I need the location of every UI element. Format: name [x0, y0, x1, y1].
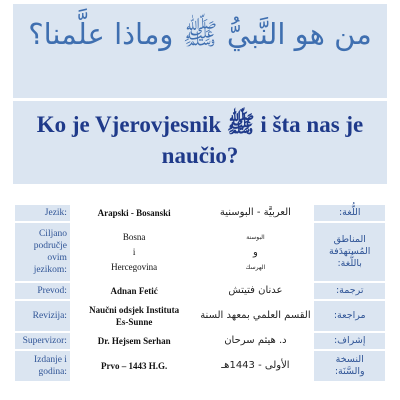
publication-info-table	[13, 203, 387, 383]
value-edition-ar: الأولى - 1443هـ	[221, 360, 290, 371]
value-line: الهرسك	[245, 263, 266, 271]
table-row-revision	[15, 301, 385, 331]
table-row-translation	[15, 283, 385, 299]
value-line: Hercegovina	[111, 261, 158, 272]
label-translation-ar: ترجمة:	[314, 283, 385, 299]
value-language-bs: Arapski - Bosanski	[97, 208, 171, 218]
table-row-edition	[15, 351, 385, 381]
arabic-title-panel	[13, 4, 387, 98]
label-line: النسخة	[335, 354, 364, 365]
label-target-region-bs	[15, 223, 70, 281]
label-line: باللُّغة:	[337, 258, 362, 269]
value-line: Es-Sunne	[115, 317, 153, 327]
value-line: Bosna	[122, 231, 146, 242]
value-line: البوسنة	[246, 233, 265, 241]
arabic-title: من هو النَّبيُّ ﷺ وماذا علَّمنا؟	[28, 17, 372, 51]
value-target-region-ar	[198, 223, 312, 281]
value-language-ar: العربيَّة - البوسنية	[219, 207, 291, 218]
label-revision-bs: Revizija:	[15, 301, 70, 331]
value-target-region-bs	[72, 223, 196, 281]
label-line: godina:	[38, 367, 67, 377]
label-language-bs: Jezik:	[15, 205, 70, 221]
label-supervisor-bs: Supervizor:	[15, 333, 70, 349]
label-line: المُستهدَفة	[329, 246, 371, 257]
label-line: Izdanje i	[33, 355, 67, 365]
label-supervisor-ar: إشراف:	[314, 333, 385, 349]
label-line: jezikom:	[33, 265, 67, 275]
value-supervisor-bs: Dr. Hejsem Serhan	[97, 336, 171, 346]
label-translation-bs: Prevod:	[15, 283, 70, 299]
label-revision-ar: مراجعة:	[314, 301, 385, 331]
value-line: Naučni odsjek Instituta	[89, 305, 180, 315]
value-revision-ar: القسم العلمي بمعهد السنة	[200, 310, 311, 321]
label-target-region-ar	[314, 223, 385, 281]
value-line: i	[132, 246, 136, 257]
value-translation-bs: Adnan Fetić	[110, 286, 158, 296]
label-edition-ar	[314, 351, 385, 381]
value-line: و	[253, 246, 258, 258]
bosnian-title: Ko je Vjerovjesnik ﷺ i šta nas je naučio?	[36, 112, 364, 168]
table-row-supervisor	[15, 333, 385, 349]
bosnian-title-panel	[13, 101, 387, 184]
value-edition-bs: Prvo – 1443 H.G.	[101, 361, 168, 371]
label-line: المناطق	[333, 234, 366, 245]
label-line: Ciljano	[38, 229, 67, 239]
label-line: ovim	[47, 253, 67, 263]
label-language-ar: اللُّغة:	[314, 205, 385, 221]
value-revision-bs	[72, 301, 196, 331]
label-line: područje	[33, 241, 67, 251]
value-supervisor-ar: د. هيثم سرحان	[224, 335, 287, 346]
label-line: والسَّنَة:	[334, 366, 365, 377]
label-edition-bs	[15, 351, 70, 381]
table-row-language	[15, 205, 385, 221]
table-row-target-region	[15, 223, 385, 281]
value-translation-ar: عدنان فتيتش	[228, 285, 283, 296]
